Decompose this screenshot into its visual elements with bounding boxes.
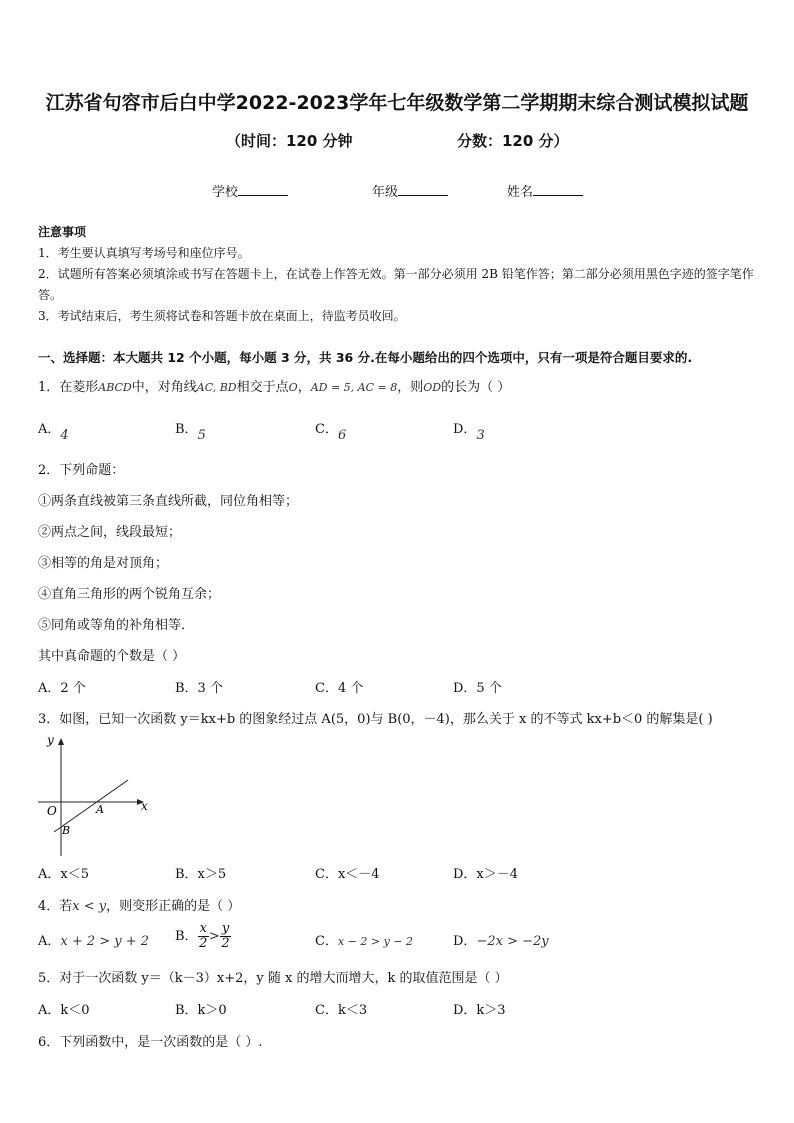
fraction-denominator: 2: [199, 936, 208, 951]
note-item-3: 3．考试结束后，考生须将试卷和答题卡放在桌面上，待监考员收回。: [38, 309, 406, 323]
q1-math-2: AC, BD: [196, 381, 237, 394]
q4-option-a[interactable]: [38, 930, 149, 949]
question-6-stem: 6．下列函数中，是一次函数的是（ ）.: [38, 1035, 263, 1050]
question-4-stem: [38, 895, 240, 914]
q3-option-b[interactable]: B．x＞5: [175, 867, 227, 882]
q1-option-d-value: 3: [476, 428, 485, 443]
question-3-stem: 3．如图，已知一次函数 y＝kx+b 的图象经过点 A(5，0)与 B(0，－4)，那么关于 x 的不等式 kx+b＜0 的解集是( ): [38, 712, 713, 727]
question-1-stem: [38, 376, 510, 395]
q3-option-d[interactable]: D．x＞－4: [453, 867, 519, 882]
q1-text-4: ，: [297, 380, 311, 395]
notes-heading: 注意事项: [38, 225, 87, 239]
name-blank[interactable]: [533, 183, 583, 196]
exam-score: 分数：120 分）: [457, 132, 569, 150]
q2-option-c[interactable]: C．4 个: [315, 681, 364, 696]
origin-label: O: [47, 804, 57, 818]
q4-text-2: ，则变形正确的是（ ）: [106, 899, 241, 914]
q1-math-1: ABCD: [98, 381, 132, 394]
q1-option-a[interactable]: [38, 418, 69, 443]
point-a-label: A: [96, 803, 104, 816]
q1-option-b[interactable]: [175, 418, 206, 443]
q4-option-d[interactable]: [453, 930, 549, 949]
q1-math-4: AD = 5, AC = 8: [310, 381, 398, 394]
fraction-denominator: 2: [221, 936, 230, 951]
section-heading: 一、选择题：本大题共 12 个小题，每小题 3 分，共 36 分.在每小题给出的四个选项中，只有一项是符合题目要求的.: [38, 350, 693, 365]
fraction-y-over-2: [220, 922, 231, 951]
q5-option-b[interactable]: B．k＞0: [175, 1003, 227, 1018]
q2-option-a[interactable]: A．2 个: [38, 681, 86, 696]
name-field[interactable]: [507, 181, 583, 200]
q1-option-a-label: A．: [38, 422, 61, 437]
q3-option-a[interactable]: A．x＜5: [38, 867, 89, 882]
q1-option-a-value: 4: [60, 428, 69, 443]
q2-question: 其中真命题的个数是（ ）: [38, 649, 186, 664]
q4-option-a-label: A．: [38, 934, 61, 949]
note-item-1: 1．考生要认真填写考场号和座位序号。: [38, 246, 250, 260]
school-label: 学校: [212, 185, 239, 200]
q1-option-d[interactable]: [453, 418, 485, 443]
fraction-x-over-2: [198, 922, 209, 951]
q2-item-3: ③相等的角是对顶角；: [38, 556, 169, 571]
name-label: 姓名: [507, 185, 534, 200]
q4-option-c-label: C．: [315, 934, 338, 949]
q4-text-1: 4．若: [38, 899, 73, 914]
q1-text-1: 1．在菱形: [38, 380, 99, 395]
q1-text-2: 中，对角线: [131, 380, 197, 395]
q4-option-c-value: x − 2 > y − 2: [337, 935, 413, 948]
point-b-label: B: [62, 824, 71, 837]
q1-option-d-label: D．: [453, 422, 477, 437]
grade-field[interactable]: [372, 181, 448, 200]
q1-option-c-value: 6: [337, 428, 347, 443]
school-field[interactable]: [212, 181, 288, 200]
q4-option-c[interactable]: [315, 930, 413, 949]
q4-option-a-value: x + 2 > y + 2: [60, 934, 150, 949]
q2-item-1: ①两条直线被第三条直线所截，同位角相等；: [38, 494, 299, 509]
greater-than-sign: >: [208, 929, 220, 944]
q5-option-a[interactable]: A．k＜0: [38, 1003, 90, 1018]
q1-math-5: OD: [423, 381, 442, 394]
grade-blank[interactable]: [398, 183, 448, 196]
q4-option-b-label: B．: [175, 929, 198, 944]
exam-time: （时间：120 分钟: [226, 132, 353, 150]
question-2-stem: 2．下列命题：: [38, 463, 125, 478]
q1-text-6: 的长为（ ）: [441, 380, 511, 395]
q1-math-3: O: [288, 381, 298, 394]
q5-option-d[interactable]: D．k＞3: [453, 1003, 506, 1018]
fraction-numerator: y: [221, 921, 230, 936]
q4-option-b[interactable]: [175, 922, 231, 951]
exam-title: 江苏省句容市后白中学2022-2023学年七年级数学第二学期期末综合测试模拟试题: [45, 92, 749, 114]
question-5-stem: 5．对于一次函数 y＝（k－3）x+2，y 随 x 的增大而增大，k 的取值范围是（ ）: [38, 971, 508, 986]
q3-graph-figure: [36, 730, 161, 858]
q1-option-b-label: B．: [175, 422, 198, 437]
q1-text-3: 相交于点: [236, 380, 289, 395]
q2-item-2: ②两点之间，线段最短；: [38, 525, 182, 540]
fraction-numerator: x: [199, 921, 207, 936]
y-axis-label: y: [47, 733, 54, 747]
q2-item-5: ⑤同角或等角的补角相等．: [38, 618, 195, 633]
y-axis-arrow-icon: [58, 738, 64, 745]
grade-label: 年级: [372, 185, 399, 200]
q4-math-1: x < y: [72, 899, 107, 914]
q5-option-c[interactable]: C．k＜3: [315, 1003, 368, 1018]
q1-option-c[interactable]: [315, 418, 347, 443]
q1-option-c-label: C．: [315, 422, 338, 437]
note-item-2: 2．试题所有答案必须填涂或书写在答题卡上，在试卷上作答无效。第一部分必须用 2B 铅笔作答；第二部分必须用黑色字迹的签字笔作答。: [38, 267, 754, 302]
q1-option-b-value: 5: [197, 428, 206, 443]
q4-option-d-label: D．: [453, 934, 477, 949]
q1-text-5: ，则: [397, 380, 424, 395]
q3-option-c[interactable]: C．x＜－4: [315, 867, 380, 882]
q2-option-d[interactable]: D．5 个: [453, 681, 502, 696]
q4-option-d-value: −2x > −2y: [476, 934, 549, 949]
x-axis-label: x: [141, 799, 148, 813]
q2-item-4: ④直角三角形的两个锐角互余；: [38, 587, 221, 602]
q2-option-b[interactable]: B．3 个: [175, 681, 223, 696]
school-blank[interactable]: [238, 183, 288, 196]
